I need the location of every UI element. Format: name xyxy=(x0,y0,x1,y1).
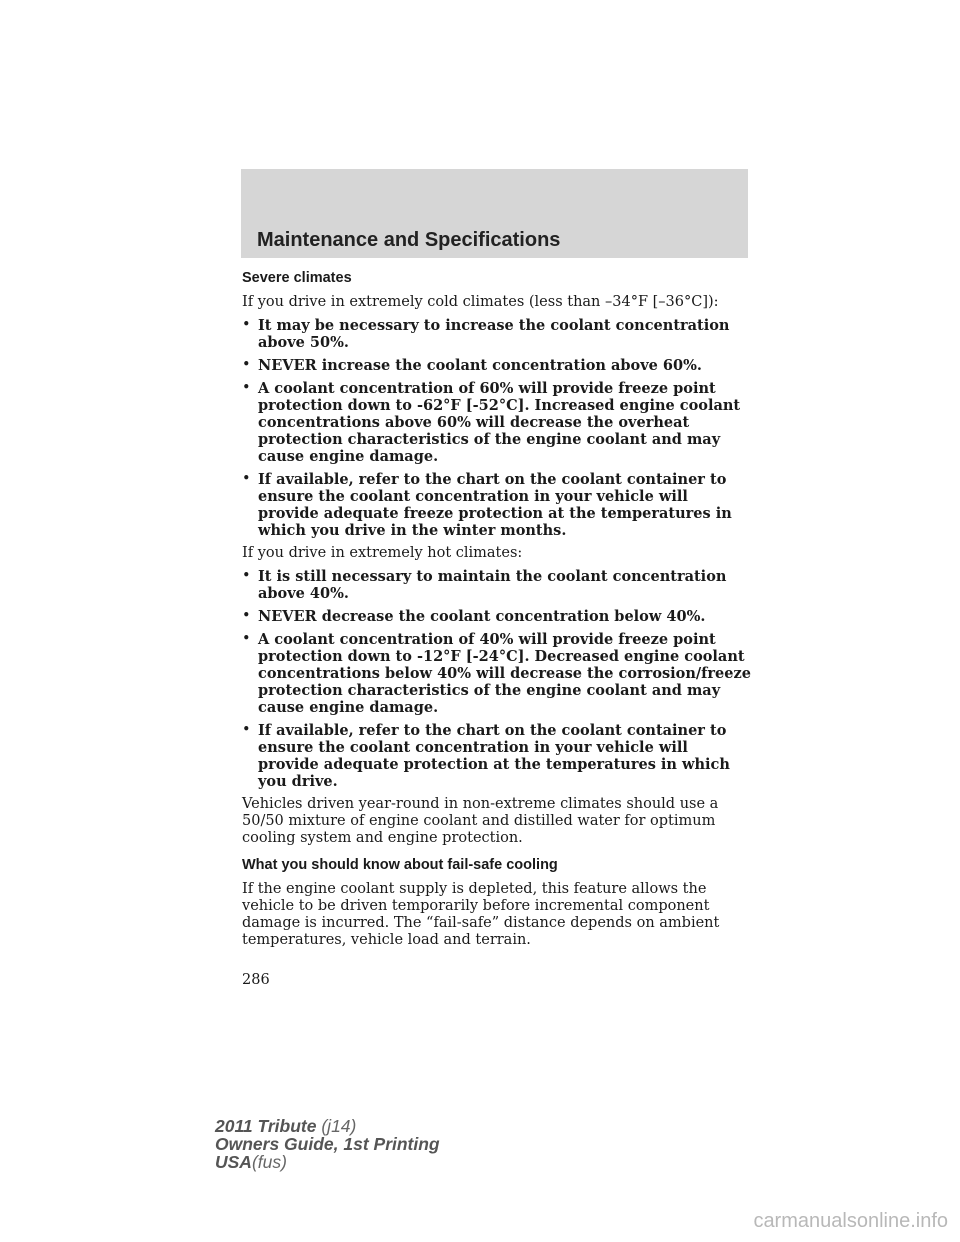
cold-climates-list xyxy=(242,317,752,539)
failsafe-heading: What you should know about fail-safe cooling xyxy=(242,857,558,873)
list-item: • It may be necessary to increase the coolant concentration above 50%. xyxy=(242,317,730,351)
list-item: • It is still necessary to maintain the coolant concentration above 40%. xyxy=(242,568,727,602)
bullet-icon: • xyxy=(242,631,251,647)
list-item: • NEVER increase the coolant concentration above 60%. xyxy=(242,357,702,374)
site-watermark: carmanualsonline.info xyxy=(753,1210,948,1232)
cold-climates-intro: If you drive in extremely cold climates (less than –34°F [–36°C]): xyxy=(242,294,719,310)
hot-climates-list xyxy=(242,568,752,790)
section-header-band xyxy=(241,169,748,258)
list-item: • If available, refer to the chart on the coolant container to ensure the coolant concentration in your vehicle will provide adequate protection at the temperatures in which you drive. xyxy=(242,722,730,790)
bullet-icon: • xyxy=(242,317,251,333)
failsafe-paragraph: If the engine coolant supply is depleted, this feature allows the vehicle to be driven temporarily before incremental component damage is incurred. The “fail-safe” distance depends on ambient temperatures, vehicle load and terrain. xyxy=(242,881,720,948)
footer-line-market: USA(fus) xyxy=(215,1152,287,1172)
page-content xyxy=(242,270,752,955)
list-item: • A coolant concentration of 40% will provide freeze point protection down to -12°F [-24°C]. Decreased engine coolant concentrations below 40% will decrease the corrosion/freeze protection characteristics of the engine coolant and may cause engine damage. xyxy=(242,631,751,716)
footer-line-edition: Owners Guide, 1st Printing xyxy=(215,1134,440,1154)
year-round-paragraph: Vehicles driven year-round in non-extreme climates should use a 50/50 mixture of engine coolant and distilled water for optimum cooling system and engine protection. xyxy=(242,796,719,846)
bullet-icon: • xyxy=(242,722,251,738)
bullet-icon: • xyxy=(242,568,251,584)
bullet-icon: • xyxy=(242,471,251,487)
bullet-icon: • xyxy=(242,357,251,373)
list-item: • A coolant concentration of 60% will provide freeze point protection down to -62°F [-52°C]. Increased engine coolant concentrations above 60% will decrease the overheat protection characteristics of the engine coolant and may cause engine damage. xyxy=(242,380,741,465)
print-footer xyxy=(215,1117,440,1171)
bullet-icon: • xyxy=(242,608,251,624)
hot-climates-intro: If you drive in extremely hot climates: xyxy=(242,545,523,561)
severe-climates-heading: Severe climates xyxy=(242,270,352,286)
page-number: 286 xyxy=(242,972,270,988)
list-item: • NEVER decrease the coolant concentration below 40%. xyxy=(242,608,706,625)
bullet-icon: • xyxy=(242,380,251,396)
footer-line-model: 2011 Tribute (j14) xyxy=(215,1116,357,1136)
list-item: • If available, refer to the chart on the coolant container to ensure the coolant concentration in your vehicle will provide adequate freeze protection at the temperatures in which you drive in the winter months. xyxy=(242,471,732,539)
section-title: Maintenance and Specifications xyxy=(257,229,561,251)
